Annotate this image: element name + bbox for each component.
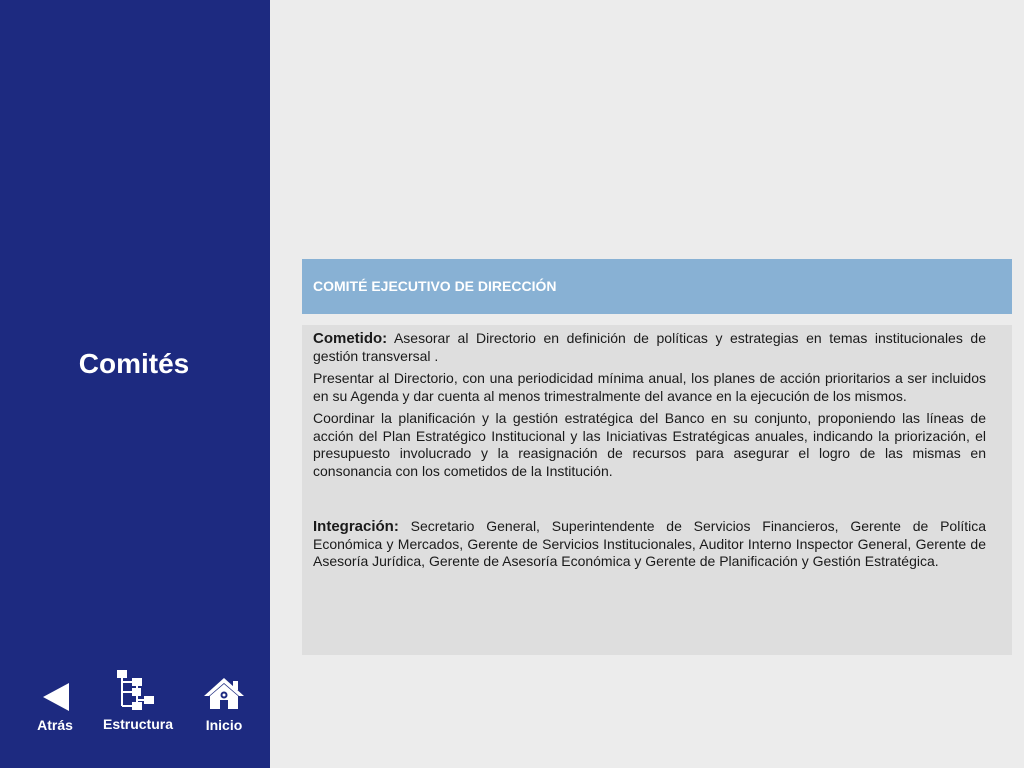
spacer <box>313 485 986 518</box>
integracion-label: Integración: <box>313 518 399 535</box>
committee-title: COMITÉ EJECUTIVO DE DIRECCIÓN <box>313 278 557 294</box>
integracion-paragraph <box>313 518 986 571</box>
home-button[interactable] <box>200 676 248 733</box>
cometido-text: Asesorar al Directorio en definición de políticas y estrategias en temas institucionales de gestión transversal . <box>313 330 986 364</box>
cometido-paragraph <box>313 330 986 365</box>
committee-body <box>302 325 1012 655</box>
cometido-label: Cometido: <box>313 330 388 347</box>
paragraph-2: Presentar al Directorio, con una periodicidad mínima anual, los planes de acción prioritarios a ser incluidos en su Agenda y dar cuenta al menos trimestralmente del avance en la ejecución de los mismos. <box>313 370 986 404</box>
structure-button-label: Estructura <box>102 716 174 732</box>
structure-button[interactable] <box>100 670 176 732</box>
home-icon <box>200 676 248 712</box>
committee-header <box>302 259 1012 314</box>
sidebar <box>0 0 270 768</box>
back-button[interactable] <box>30 680 80 733</box>
page-title: Comités <box>78 348 190 379</box>
home-button-label: Inicio <box>205 717 243 733</box>
back-button-label: Atrás <box>37 717 73 733</box>
committee-content <box>313 330 986 576</box>
integracion-text: Secretario General, Superintendente de Servicios Financieros, Gerente de Política Económica y Mercados, Gerente de Servicios Institucionales, Auditor Interno Inspector General, Gerente de Asesoría Jurídica, Gerente de Asesoría Económica y Gerente de Planificación y Gestión Estratégica. <box>313 518 986 569</box>
back-arrow-icon <box>30 680 80 714</box>
org-structure-icon <box>100 670 176 710</box>
paragraph-3: Coordinar la planificación y la gestión estratégica del Banco en su conjunto, proponiendo las líneas de acción del Plan Estratégico Institucional y las Iniciativas Estratégicas anuales, indicando la priorización, el presupuesto involucrado y la reasignación de recursos para asegurar el logro de las mismas en consonancia con los cometidos de la Institución. <box>313 410 986 479</box>
